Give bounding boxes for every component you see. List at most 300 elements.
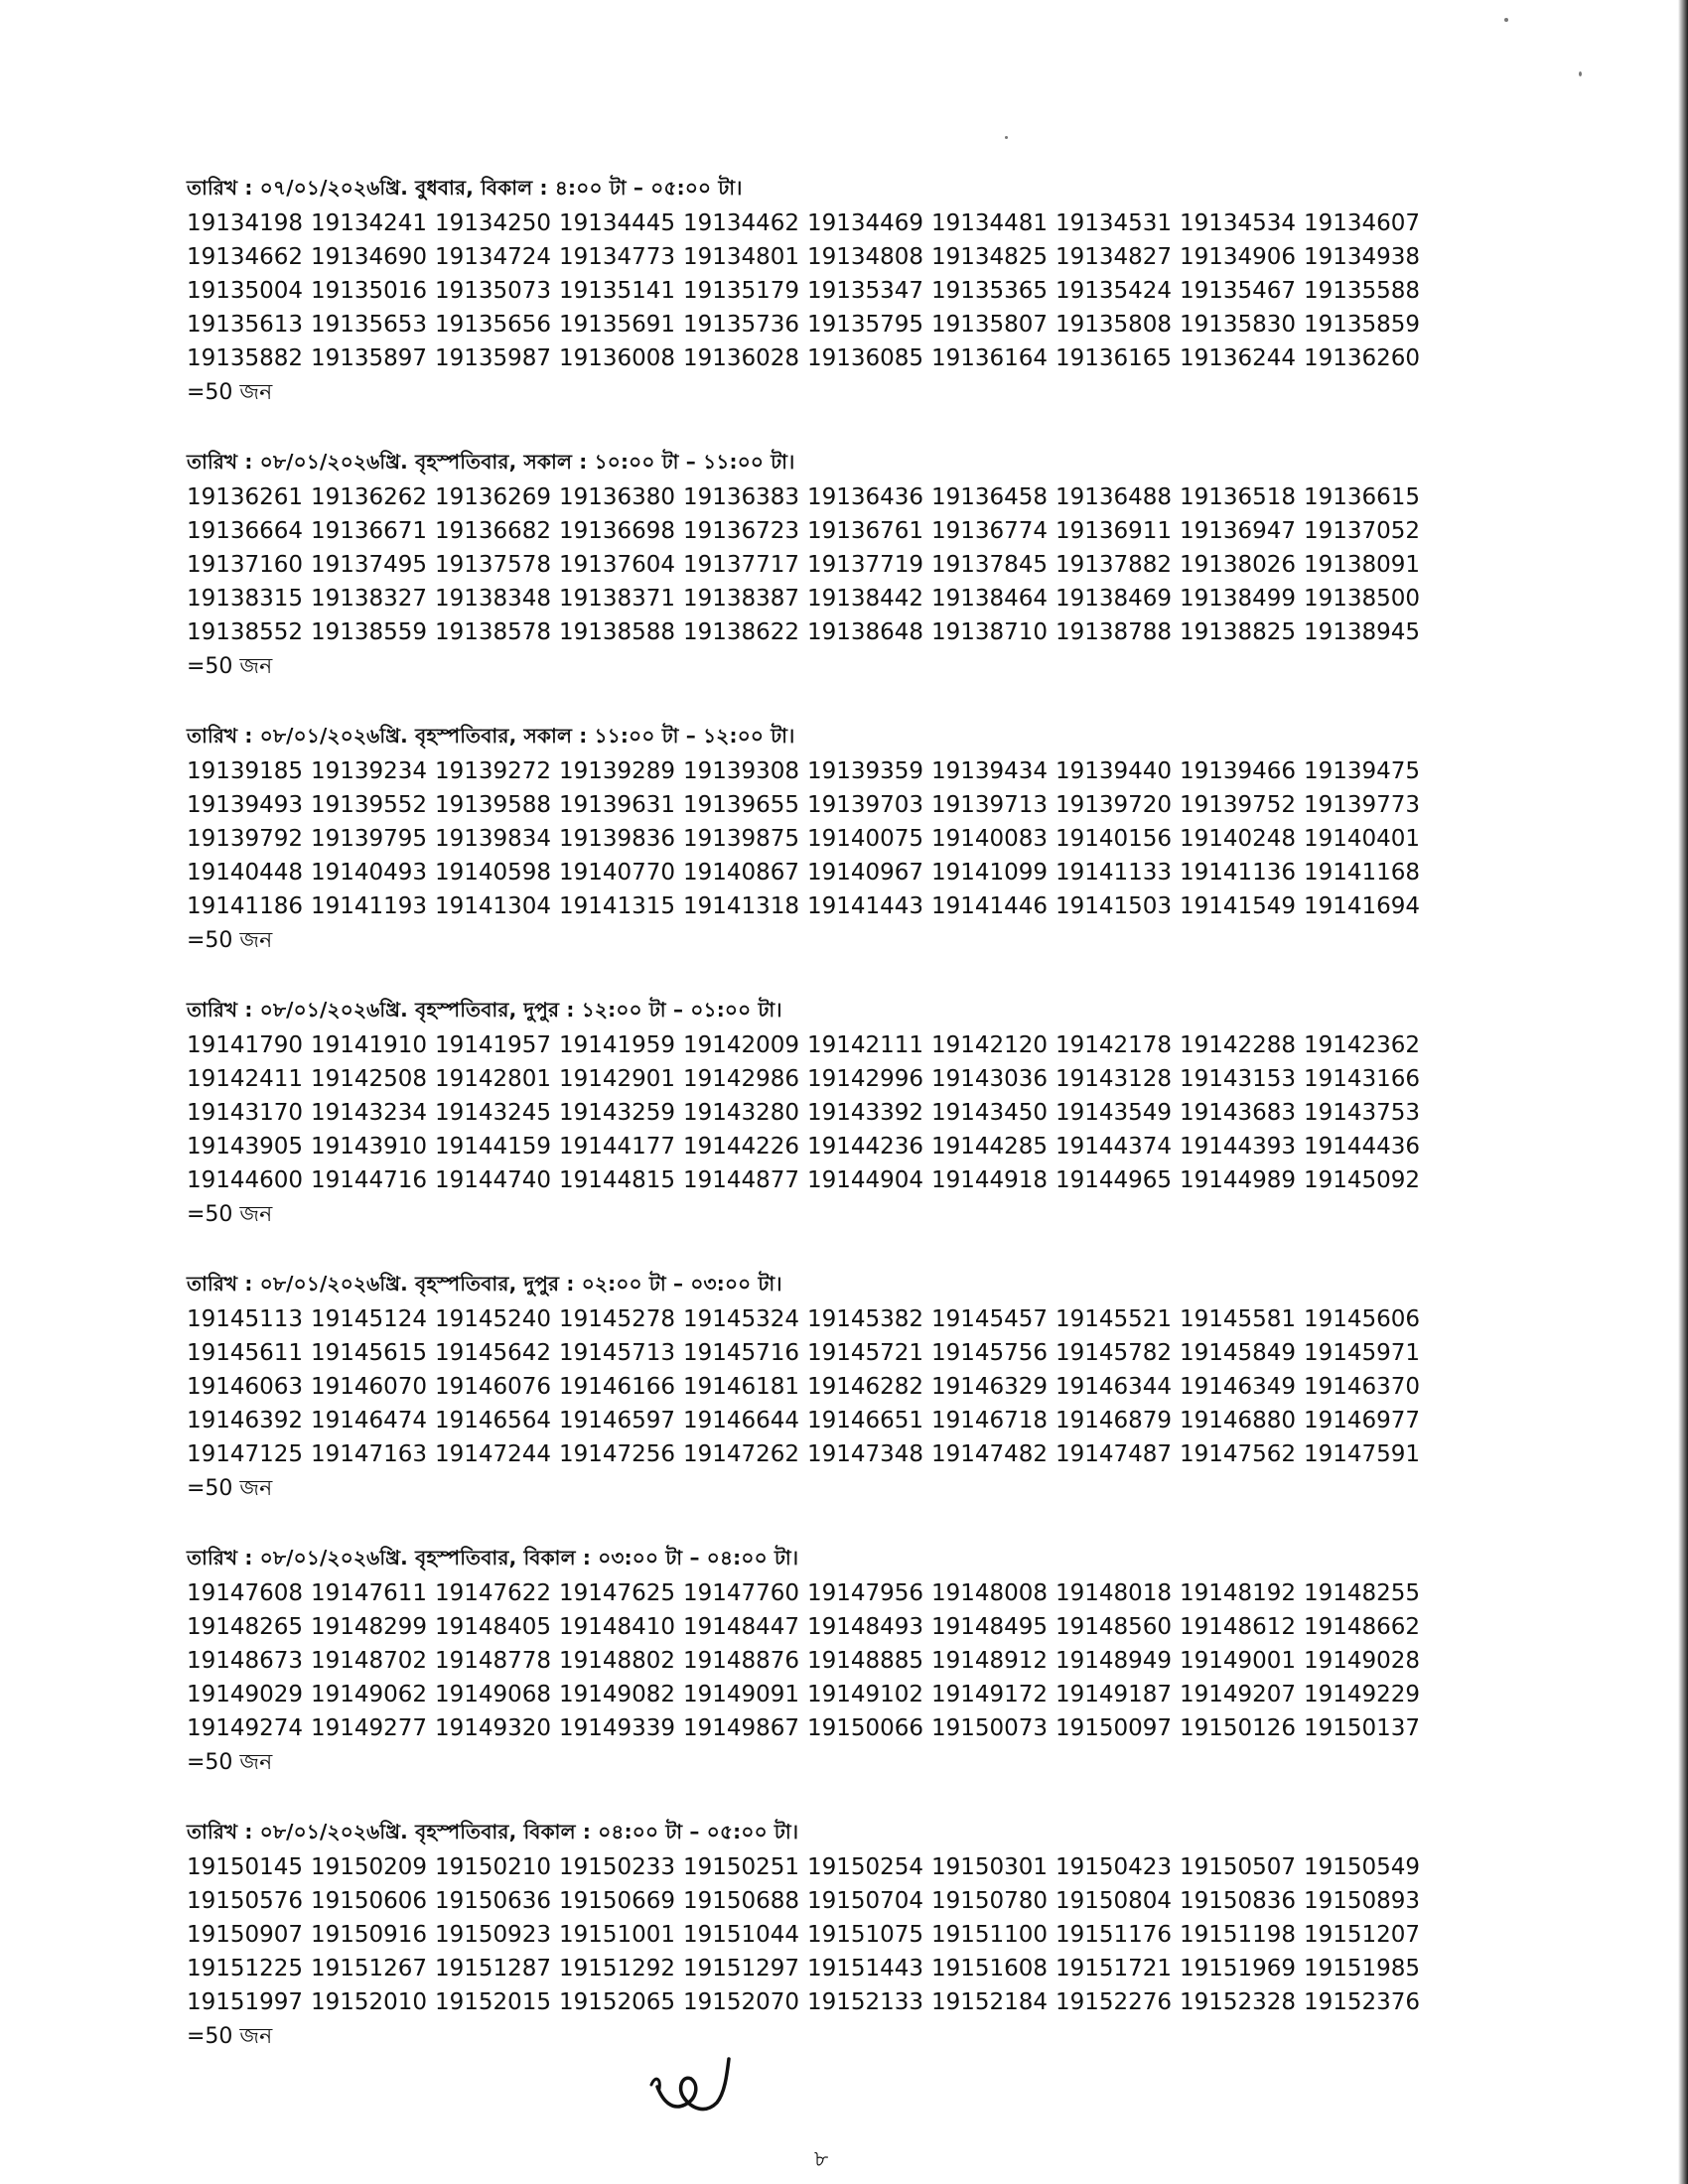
roll-number: 19151267 xyxy=(311,1956,428,1981)
roll-number: 19138588 xyxy=(559,619,676,645)
schedule-section xyxy=(187,1265,1477,1539)
roll-number: 19145716 xyxy=(683,1340,800,1366)
roll-number: 19146166 xyxy=(559,1374,676,1400)
roll-number: 19148018 xyxy=(1055,1580,1173,1606)
roll-number: 19136260 xyxy=(1304,345,1421,371)
roll-number: 19150233 xyxy=(559,1854,676,1880)
roll-number: 19141957 xyxy=(435,1032,552,1058)
roll-number: 19146329 xyxy=(931,1374,1049,1400)
roll-number: 19147562 xyxy=(1180,1441,1297,1467)
roll-number: 19148299 xyxy=(311,1614,428,1640)
roll-number: 19150907 xyxy=(187,1922,304,1948)
roll-number: 19134906 xyxy=(1180,244,1297,270)
roll-number: 19144904 xyxy=(807,1167,924,1193)
roll-number: 19144965 xyxy=(1055,1167,1173,1193)
roll-number: 19146880 xyxy=(1180,1408,1297,1433)
roll-number: 19149187 xyxy=(1055,1682,1173,1707)
roll-number: 19148405 xyxy=(435,1614,552,1640)
roll-number: 19136723 xyxy=(683,518,800,544)
roll-number: 19139466 xyxy=(1180,758,1297,784)
roll-number: 19149274 xyxy=(187,1715,304,1741)
roll-number: 19144716 xyxy=(311,1167,428,1193)
roll-number-row xyxy=(187,788,1477,822)
roll-number: 19134724 xyxy=(435,244,552,270)
roll-number: 19150073 xyxy=(931,1715,1049,1741)
roll-number: 19145606 xyxy=(1304,1306,1421,1332)
roll-number: 19139588 xyxy=(435,792,552,818)
roll-number: 19141133 xyxy=(1055,860,1173,886)
roll-number: 19150423 xyxy=(1055,1854,1173,1880)
roll-number: 19139713 xyxy=(931,792,1049,818)
roll-number: 19147760 xyxy=(683,1580,800,1606)
roll-number: 19139475 xyxy=(1304,758,1421,784)
roll-number: 19151001 xyxy=(559,1922,676,1948)
roll-number-row xyxy=(187,1130,1477,1163)
roll-number: 19136671 xyxy=(311,518,428,544)
roll-number: 19143170 xyxy=(187,1100,304,1126)
roll-number-row xyxy=(187,1163,1477,1197)
roll-number-row xyxy=(187,754,1477,788)
roll-number: 19149001 xyxy=(1180,1648,1297,1674)
roll-number: 19136774 xyxy=(931,518,1049,544)
roll-number: 19139552 xyxy=(311,792,428,818)
roll-number: 19145611 xyxy=(187,1340,304,1366)
roll-number: 19143753 xyxy=(1304,1100,1421,1126)
roll-number: 19135882 xyxy=(187,345,304,371)
roll-number: 19136458 xyxy=(931,484,1049,510)
roll-number: 19150254 xyxy=(807,1854,924,1880)
roll-number: 19144815 xyxy=(559,1167,676,1193)
roll-number: 19142508 xyxy=(311,1066,428,1092)
roll-number: 19148560 xyxy=(1055,1614,1173,1640)
roll-number: 19145849 xyxy=(1180,1340,1297,1366)
roll-number: 19145113 xyxy=(187,1306,304,1332)
roll-number: 19152070 xyxy=(683,1989,800,2015)
roll-number: 19135073 xyxy=(435,278,552,304)
section-heading: তারিখ : ০৮/০১/২০২৬খ্রি. বৃহস্পতিবার, দুপুর : ১২:০০ টা – ০১:০০ টা। xyxy=(187,998,782,1022)
roll-number: 19140248 xyxy=(1180,826,1297,852)
roll-number: 19149229 xyxy=(1304,1682,1421,1707)
roll-number: 19147591 xyxy=(1304,1441,1421,1467)
roll-number: 19139434 xyxy=(931,758,1049,784)
roll-number-row xyxy=(187,1576,1477,1610)
roll-number: 19138348 xyxy=(435,586,552,612)
roll-number: 19136436 xyxy=(807,484,924,510)
roll-number: 19136911 xyxy=(1055,518,1173,544)
roll-number: 19146597 xyxy=(559,1408,676,1433)
roll-number: 19142801 xyxy=(435,1066,552,1092)
roll-number: 19138578 xyxy=(435,619,552,645)
roll-number: 19147956 xyxy=(807,1580,924,1606)
roll-number: 19139631 xyxy=(559,792,676,818)
roll-number: 19143549 xyxy=(1055,1100,1173,1126)
roll-number: 19151044 xyxy=(683,1922,800,1948)
section-heading: তারিখ : ০৭/০১/২০২৬খ্রি. বুধবার, বিকাল : ৪:০০ টা – ০৫:০০ টা। xyxy=(187,176,743,200)
roll-number: 19141315 xyxy=(559,893,676,919)
roll-number: 19142288 xyxy=(1180,1032,1297,1058)
roll-number: 19134827 xyxy=(1055,244,1173,270)
roll-number: 19152184 xyxy=(931,1989,1049,2015)
section-heading: তারিখ : ০৮/০১/২০২৬খ্রি. বৃহস্পতিবার, বিকাল : ০৩:০০ টা – ০৪:০০ টা। xyxy=(187,1546,799,1570)
roll-number: 19141168 xyxy=(1304,860,1421,886)
roll-number: 19146282 xyxy=(807,1374,924,1400)
roll-number: 19143905 xyxy=(187,1134,304,1160)
roll-number: 19150780 xyxy=(931,1888,1049,1914)
roll-number: 19151100 xyxy=(931,1922,1049,1948)
roll-number: 19146644 xyxy=(683,1408,800,1433)
roll-number: 19138788 xyxy=(1055,619,1173,645)
roll-number: 19143259 xyxy=(559,1100,676,1126)
roll-number: 19149867 xyxy=(683,1715,800,1741)
roll-number: 19147262 xyxy=(683,1441,800,1467)
roll-number: 19136165 xyxy=(1055,345,1173,371)
roll-number: 19142362 xyxy=(1304,1032,1421,1058)
roll-number: 19149062 xyxy=(311,1682,428,1707)
schedule-section xyxy=(187,717,1477,991)
roll-number: 19150704 xyxy=(807,1888,924,1914)
roll-number: 19151969 xyxy=(1180,1956,1297,1981)
roll-number: 19147625 xyxy=(559,1580,676,1606)
roll-number: 19146392 xyxy=(187,1408,304,1433)
roll-number: 19135897 xyxy=(311,345,428,371)
roll-number: 19135736 xyxy=(683,312,800,338)
roll-number: 19147244 xyxy=(435,1441,552,1467)
roll-number: 19136615 xyxy=(1304,484,1421,510)
roll-number: 19134250 xyxy=(435,210,552,236)
section-total: =50 জন xyxy=(187,1476,273,1501)
roll-number-row xyxy=(187,1985,1477,2019)
roll-number: 19150210 xyxy=(435,1854,552,1880)
roll-number: 19142996 xyxy=(807,1066,924,1092)
roll-number: 19140448 xyxy=(187,860,304,886)
roll-number: 19136698 xyxy=(559,518,676,544)
roll-number: 19141446 xyxy=(931,893,1049,919)
schedule-section xyxy=(187,1813,1477,2087)
roll-number: 19139185 xyxy=(187,758,304,784)
roll-number: 19144740 xyxy=(435,1167,552,1193)
roll-number: 19134531 xyxy=(1055,210,1173,236)
roll-number: 19145756 xyxy=(931,1340,1049,1366)
roll-number: 19152376 xyxy=(1304,1989,1421,2015)
roll-number: 19151292 xyxy=(559,1956,676,1981)
roll-number-row xyxy=(187,1644,1477,1678)
roll-number: 19146070 xyxy=(311,1374,428,1400)
roll-number: 19134690 xyxy=(311,244,428,270)
roll-number: 19134607 xyxy=(1304,210,1421,236)
roll-number: 19145581 xyxy=(1180,1306,1297,1332)
roll-number: 19146879 xyxy=(1055,1408,1173,1433)
roll-number: 19150066 xyxy=(807,1715,924,1741)
roll-number: 19141193 xyxy=(311,893,428,919)
roll-number: 19136518 xyxy=(1180,484,1297,510)
roll-number: 19148008 xyxy=(931,1580,1049,1606)
roll-number: 19142986 xyxy=(683,1066,800,1092)
roll-number: 19143036 xyxy=(931,1066,1049,1092)
roll-number: 19136380 xyxy=(559,484,676,510)
roll-number: 19140867 xyxy=(683,860,800,886)
section-total: =50 জন xyxy=(187,928,273,953)
roll-number: 19150145 xyxy=(187,1854,304,1880)
roll-number-row xyxy=(187,822,1477,856)
roll-number: 19148885 xyxy=(807,1648,924,1674)
roll-number: 19147611 xyxy=(311,1580,428,1606)
roll-number-row xyxy=(187,582,1477,615)
roll-number-row xyxy=(187,1610,1477,1644)
roll-number: 19137578 xyxy=(435,552,552,578)
roll-number-row xyxy=(187,615,1477,649)
roll-number: 19142178 xyxy=(1055,1032,1173,1058)
roll-number-row xyxy=(187,240,1477,274)
roll-number: 19141304 xyxy=(435,893,552,919)
section-heading: তারিখ : ০৮/০১/২০২৬খ্রি. বৃহস্পতিবার, দুপুর : ০২:০০ টা – ০৩:০০ টা। xyxy=(187,1272,782,1296)
roll-number: 19141549 xyxy=(1180,893,1297,919)
roll-number: 19134198 xyxy=(187,210,304,236)
roll-number: 19148702 xyxy=(311,1648,428,1674)
roll-number: 19147608 xyxy=(187,1580,304,1606)
roll-number: 19139308 xyxy=(683,758,800,784)
roll-number: 19146370 xyxy=(1304,1374,1421,1400)
roll-number: 19149029 xyxy=(187,1682,304,1707)
roll-number: 19139440 xyxy=(1055,758,1173,784)
roll-number: 19138825 xyxy=(1180,619,1297,645)
roll-number: 19150636 xyxy=(435,1888,552,1914)
roll-number: 19139655 xyxy=(683,792,800,818)
roll-number: 19150126 xyxy=(1180,1715,1297,1741)
roll-number: 19139272 xyxy=(435,758,552,784)
roll-number: 19140083 xyxy=(931,826,1049,852)
roll-number: 19144285 xyxy=(931,1134,1049,1160)
schedule-section xyxy=(187,169,1477,443)
roll-number: 19152133 xyxy=(807,1989,924,2015)
roll-number: 19148612 xyxy=(1180,1614,1297,1640)
roll-number: 19149091 xyxy=(683,1682,800,1707)
roll-number: 19143166 xyxy=(1304,1066,1421,1092)
roll-number: 19141910 xyxy=(311,1032,428,1058)
roll-number: 19139792 xyxy=(187,826,304,852)
roll-number: 19152276 xyxy=(1055,1989,1173,2015)
roll-number: 19135365 xyxy=(931,278,1049,304)
roll-number: 19148876 xyxy=(683,1648,800,1674)
roll-number: 19138552 xyxy=(187,619,304,645)
roll-number: 19134534 xyxy=(1180,210,1297,236)
roll-number: 19134938 xyxy=(1304,244,1421,270)
roll-number: 19139834 xyxy=(435,826,552,852)
roll-number-row xyxy=(187,1884,1477,1918)
roll-number: 19138464 xyxy=(931,586,1049,612)
roll-number: 19141186 xyxy=(187,893,304,919)
roll-number: 19136269 xyxy=(435,484,552,510)
roll-number: 19150923 xyxy=(435,1922,552,1948)
roll-number: 19148802 xyxy=(559,1648,676,1674)
roll-number: 19145382 xyxy=(807,1306,924,1332)
roll-number: 19148447 xyxy=(683,1614,800,1640)
roll-number: 19135141 xyxy=(559,278,676,304)
roll-number: 19140075 xyxy=(807,826,924,852)
roll-number: 19150576 xyxy=(187,1888,304,1914)
roll-number: 19136028 xyxy=(683,345,800,371)
roll-number: 19152065 xyxy=(559,1989,676,2015)
roll-number-row xyxy=(187,274,1477,308)
roll-number: 19134241 xyxy=(311,210,428,236)
schedule-section xyxy=(187,443,1477,717)
roll-number: 19134801 xyxy=(683,244,800,270)
roll-number: 19151985 xyxy=(1304,1956,1421,1981)
section-total: =50 জন xyxy=(187,1750,273,1775)
roll-number: 19134462 xyxy=(683,210,800,236)
roll-number-row xyxy=(187,308,1477,341)
roll-number-row xyxy=(187,1370,1477,1404)
roll-number: 19150251 xyxy=(683,1854,800,1880)
roll-number: 19144236 xyxy=(807,1134,924,1160)
roll-number: 19148265 xyxy=(187,1614,304,1640)
roll-number: 19136761 xyxy=(807,518,924,544)
roll-number: 19140598 xyxy=(435,860,552,886)
roll-number: 19152328 xyxy=(1180,1989,1297,2015)
roll-number: 19138469 xyxy=(1055,586,1173,612)
roll-number: 19149028 xyxy=(1304,1648,1421,1674)
roll-number: 19144877 xyxy=(683,1167,800,1193)
roll-number: 19144600 xyxy=(187,1167,304,1193)
roll-number: 19144374 xyxy=(1055,1134,1173,1160)
roll-number: 19148410 xyxy=(559,1614,676,1640)
roll-number-row xyxy=(187,548,1477,582)
schedule-list xyxy=(187,169,1477,2087)
roll-number-row xyxy=(187,1404,1477,1437)
roll-number: 19148255 xyxy=(1304,1580,1421,1606)
roll-number: 19146651 xyxy=(807,1408,924,1433)
roll-number: 19143234 xyxy=(311,1100,428,1126)
roll-number: 19145713 xyxy=(559,1340,676,1366)
roll-number-row xyxy=(187,514,1477,548)
roll-number-row xyxy=(187,1437,1477,1471)
roll-number: 19152010 xyxy=(311,1989,428,2015)
roll-number: 19136682 xyxy=(435,518,552,544)
roll-number: 19139234 xyxy=(311,758,428,784)
roll-number: 19136244 xyxy=(1180,345,1297,371)
roll-number: 19148493 xyxy=(807,1614,924,1640)
roll-number: 19148192 xyxy=(1180,1580,1297,1606)
roll-number: 19150606 xyxy=(311,1888,428,1914)
roll-number: 19135830 xyxy=(1180,312,1297,338)
roll-number: 19138327 xyxy=(311,586,428,612)
roll-number: 19145240 xyxy=(435,1306,552,1332)
roll-number: 19143392 xyxy=(807,1100,924,1126)
section-heading: তারিখ : ০৮/০১/২০২৬খ্রি. বৃহস্পতিবার, বিকাল : ০৪:০০ টা – ০৫:০০ টা। xyxy=(187,1820,799,1843)
roll-number: 19137719 xyxy=(807,552,924,578)
roll-number: 19146344 xyxy=(1055,1374,1173,1400)
roll-number: 19146076 xyxy=(435,1374,552,1400)
roll-number: 19139795 xyxy=(311,826,428,852)
roll-number: 19139720 xyxy=(1055,792,1173,818)
roll-number: 19134469 xyxy=(807,210,924,236)
roll-number: 19150549 xyxy=(1304,1854,1421,1880)
roll-number: 19136164 xyxy=(931,345,1049,371)
roll-number-row xyxy=(187,1062,1477,1096)
roll-number: 19145971 xyxy=(1304,1340,1421,1366)
scan-border xyxy=(1678,0,1688,2184)
roll-number-row xyxy=(187,480,1477,514)
roll-number: 19135004 xyxy=(187,278,304,304)
roll-number: 19141694 xyxy=(1304,893,1421,919)
roll-number: 19141959 xyxy=(559,1032,676,1058)
section-total: =50 জন xyxy=(187,1202,273,1227)
roll-number: 19139359 xyxy=(807,758,924,784)
roll-number: 19139703 xyxy=(807,792,924,818)
roll-number: 19149277 xyxy=(311,1715,428,1741)
roll-number: 19141318 xyxy=(683,893,800,919)
roll-number: 19149320 xyxy=(435,1715,552,1741)
roll-number: 19138091 xyxy=(1304,552,1421,578)
roll-number: 19144177 xyxy=(559,1134,676,1160)
roll-number: 19135987 xyxy=(435,345,552,371)
roll-number: 19147622 xyxy=(435,1580,552,1606)
roll-number: 19138026 xyxy=(1180,552,1297,578)
roll-number: 19150916 xyxy=(311,1922,428,1948)
roll-number: 19136261 xyxy=(187,484,304,510)
roll-number: 19137604 xyxy=(559,552,676,578)
roll-number: 19136383 xyxy=(683,484,800,510)
roll-number: 19135424 xyxy=(1055,278,1173,304)
roll-number: 19145278 xyxy=(559,1306,676,1332)
roll-number: 19142111 xyxy=(807,1032,924,1058)
roll-number: 19135795 xyxy=(807,312,924,338)
roll-number: 19151297 xyxy=(683,1956,800,1981)
roll-number: 19146564 xyxy=(435,1408,552,1433)
roll-number: 19150137 xyxy=(1304,1715,1421,1741)
roll-number: 19150669 xyxy=(559,1888,676,1914)
roll-number: 19134773 xyxy=(559,244,676,270)
roll-number: 19145721 xyxy=(807,1340,924,1366)
roll-number-row xyxy=(187,1711,1477,1745)
roll-number-row xyxy=(187,1678,1477,1711)
roll-number: 19146349 xyxy=(1180,1374,1297,1400)
page-number: ৮ xyxy=(814,2147,829,2172)
signature-mark xyxy=(645,2045,745,2134)
roll-number-row xyxy=(187,1028,1477,1062)
roll-number: 19144436 xyxy=(1304,1134,1421,1160)
roll-number: 19137160 xyxy=(187,552,304,578)
roll-number: 19138500 xyxy=(1304,586,1421,612)
roll-number: 19134662 xyxy=(187,244,304,270)
roll-number: 19149207 xyxy=(1180,1682,1297,1707)
roll-number: 19136488 xyxy=(1055,484,1173,510)
roll-number: 19151198 xyxy=(1180,1922,1297,1948)
roll-number: 19146977 xyxy=(1304,1408,1421,1433)
roll-number: 19151075 xyxy=(807,1922,924,1948)
roll-number: 19145124 xyxy=(311,1306,428,1332)
roll-number: 19145642 xyxy=(435,1340,552,1366)
roll-number: 19150209 xyxy=(311,1854,428,1880)
roll-number: 19141790 xyxy=(187,1032,304,1058)
schedule-section xyxy=(187,1539,1477,1813)
roll-number-row xyxy=(187,1850,1477,1884)
roll-number: 19146718 xyxy=(931,1408,1049,1433)
roll-number: 19141099 xyxy=(931,860,1049,886)
roll-number: 19135467 xyxy=(1180,278,1297,304)
section-total: =50 জন xyxy=(187,380,273,405)
roll-number: 19147482 xyxy=(931,1441,1049,1467)
roll-number: 19150804 xyxy=(1055,1888,1173,1914)
roll-number: 19134445 xyxy=(559,210,676,236)
roll-number: 19151176 xyxy=(1055,1922,1173,1948)
roll-number: 19139773 xyxy=(1304,792,1421,818)
roll-number-row xyxy=(187,1096,1477,1130)
roll-number: 19144393 xyxy=(1180,1134,1297,1160)
roll-number: 19138315 xyxy=(187,586,304,612)
roll-number: 19135807 xyxy=(931,312,1049,338)
roll-number: 19141503 xyxy=(1055,893,1173,919)
roll-number: 19137845 xyxy=(931,552,1049,578)
